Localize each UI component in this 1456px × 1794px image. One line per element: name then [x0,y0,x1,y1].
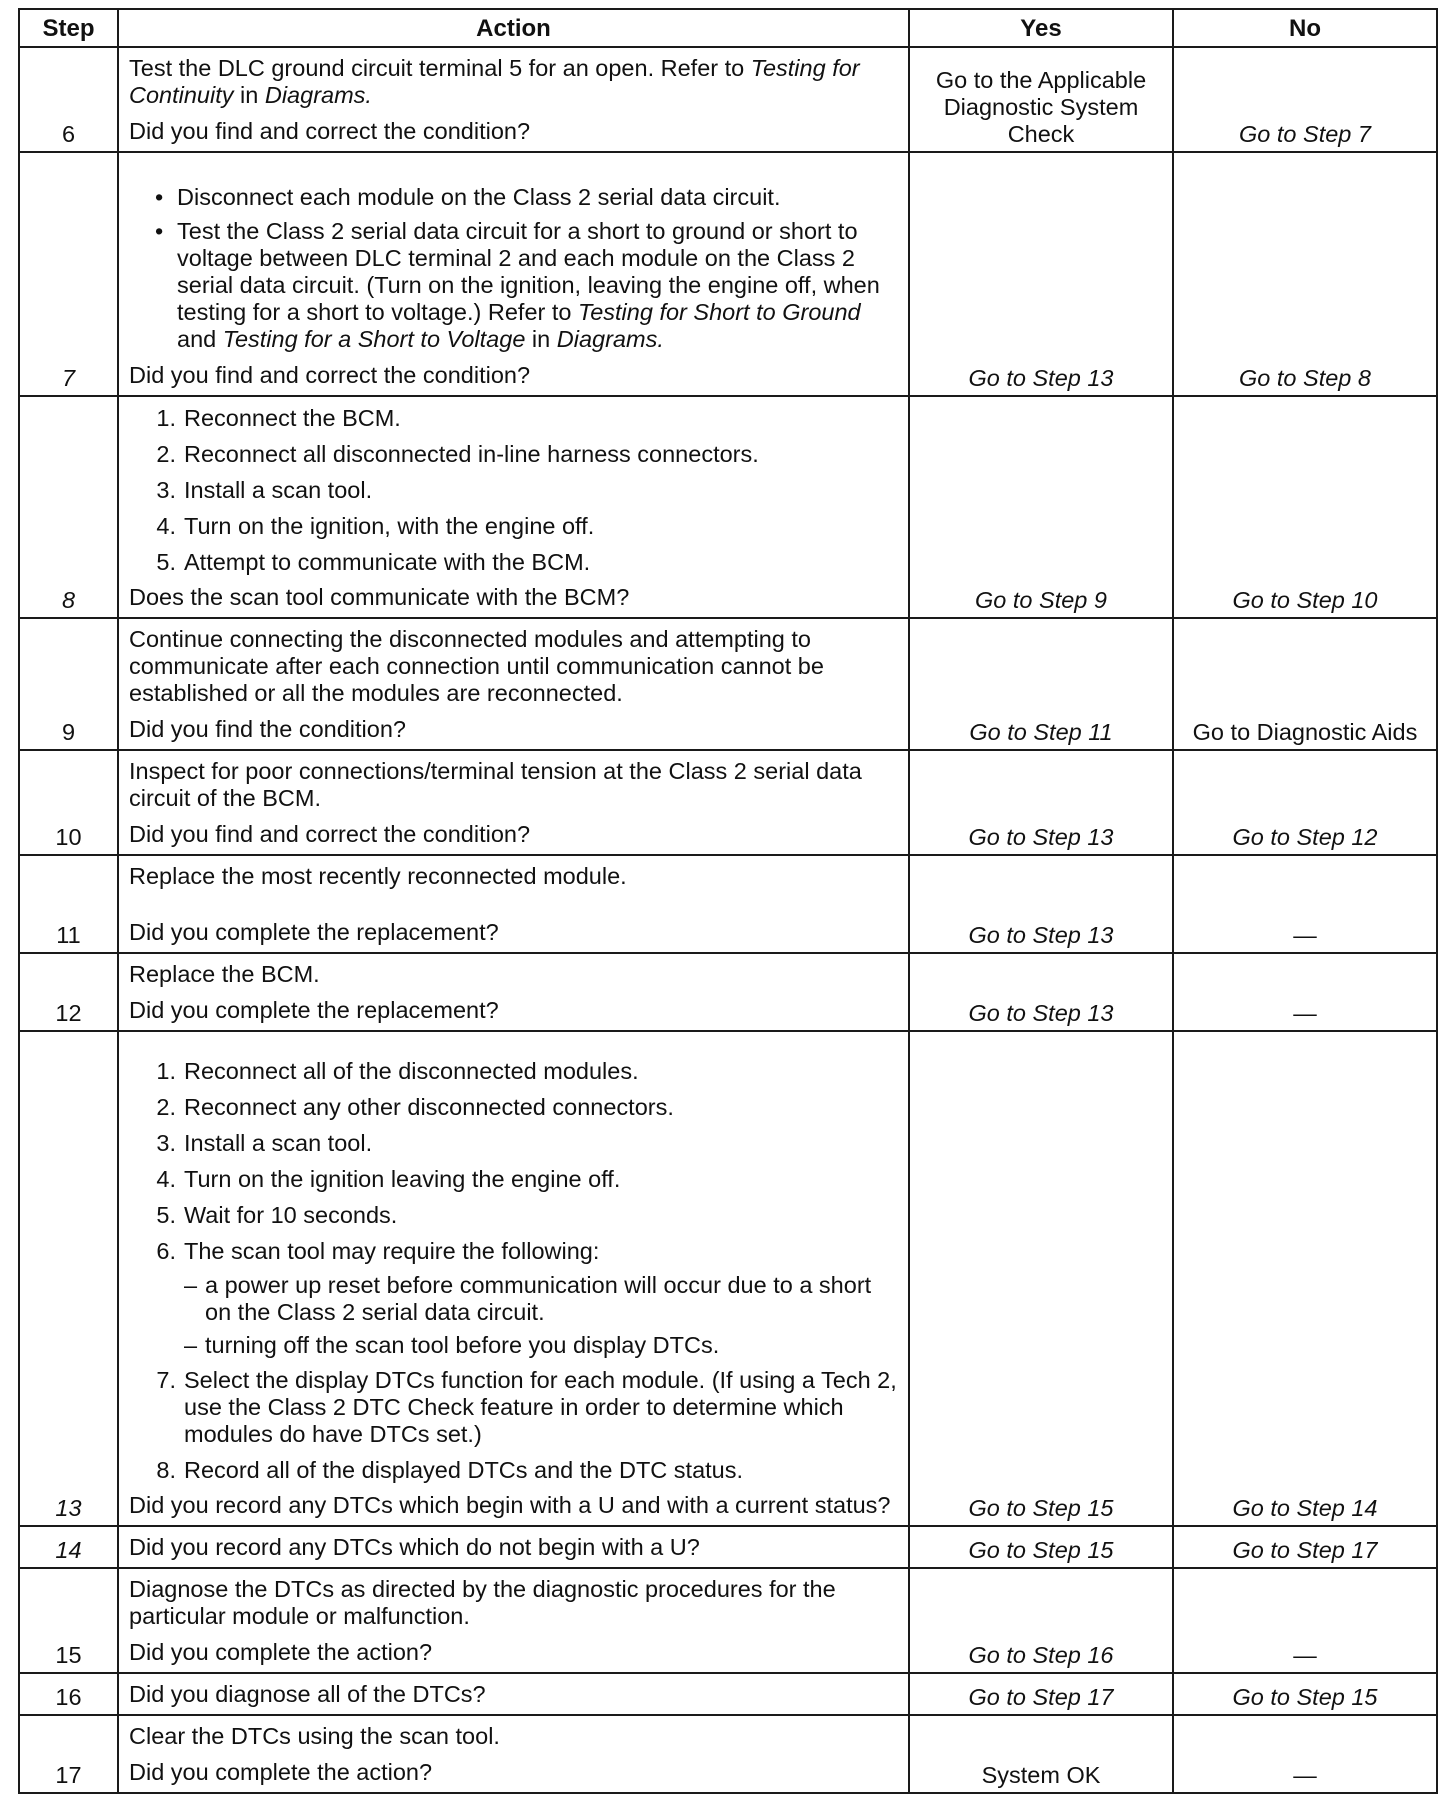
step-number: 16 [19,1673,118,1715]
step-number: 11 [19,855,118,953]
action-cell [118,855,909,953]
action-cell [118,152,909,396]
action-cell [118,1031,909,1526]
numbered-item: 2. Reconnect any other disconnected connectors. [156,1094,674,1120]
yes-cell: Go to Step 13 [909,855,1173,953]
action-cell [118,750,909,855]
table-row [19,618,1437,750]
header-no: No [1173,9,1437,47]
dash-subitem: – a power up reset before communication will occur due to a short on the Class 2 serial data circuit. [184,1272,872,1325]
numbered-item: 4. Turn on the ignition leaving the engine off. [156,1166,621,1192]
action-question: Did you complete the action? [129,1639,433,1665]
step-number: 12 [19,953,118,1031]
table-row [19,152,1437,396]
action-text: Clear the DTCs using the scan tool. [129,1723,500,1749]
step-number: 17 [19,1715,118,1793]
table-row [19,750,1437,855]
numbered-item: 3. Install a scan tool. [156,477,373,503]
action-text: Diagnose the DTCs as directed by the diagnostic procedures for the particular module or malfunction. [129,1576,836,1629]
action-question: Did you record any DTCs which begin with a U and with a current status? [129,1492,891,1518]
step-number: 7 [19,152,118,396]
numbered-item: 8. Record all of the displayed DTCs and the DTC status. [156,1457,744,1483]
yes-cell: Go to Step 13 [909,750,1173,855]
no-cell: Go to Step 10 [1173,396,1437,618]
action-cell [118,1715,909,1793]
step-number: 10 [19,750,118,855]
yes-cell: Go to Step 13 [909,152,1173,396]
action-text: Test the DLC ground circuit terminal 5 for an open. Refer to Testing for Continuity in Diagrams. [129,55,860,108]
action-cell [118,1568,909,1673]
table-row [19,47,1437,152]
step-number: 14 [19,1526,118,1568]
no-cell: Go to Step 12 [1173,750,1437,855]
table-row [19,855,1437,953]
table-row [19,1031,1437,1526]
step-number: 8 [19,396,118,618]
yes-cell: Go to Step 17 [909,1673,1173,1715]
header-action: Action [118,9,909,47]
header-yes: Yes [909,9,1173,47]
yes-cell: Go to Step 15 [909,1031,1173,1526]
action-question: Did you find and correct the condition? [129,362,531,388]
table-row [19,396,1437,618]
yes-cell: Go to Step 15 [909,1526,1173,1568]
action-question: Did you complete the replacement? [129,919,499,945]
action-question: Did you diagnose all of the DTCs? [129,1681,486,1707]
action-text: Inspect for poor connections/terminal tension at the Class 2 serial data circuit of the BCM. [129,758,862,811]
action-question: Did you complete the replacement? [129,997,499,1023]
step-number: 9 [19,618,118,750]
action-question: Did you find and correct the condition? [129,118,531,144]
no-cell: — [1173,1715,1437,1793]
numbered-item: 5. Wait for 10 seconds. [156,1202,398,1228]
table-row [19,953,1437,1031]
yes-cell: Go to the Applicable Diagnostic System Check [909,47,1173,152]
action-question: Did you find and correct the condition? [129,821,531,847]
action-cell [118,1526,909,1568]
numbered-item: 6. The scan tool may require the following: [156,1238,600,1264]
no-cell: Go to Step 14 [1173,1031,1437,1526]
header-row [19,9,1437,47]
no-cell: Go to Diagnostic Aids [1173,618,1437,750]
action-cell [118,1673,909,1715]
no-cell: — [1173,953,1437,1031]
action-cell [118,618,909,750]
action-question: Does the scan tool communicate with the BCM? [129,584,630,610]
table-row [19,1526,1437,1568]
table-row [19,1715,1437,1793]
action-cell [118,396,909,618]
diagnostic-table [18,8,1438,1794]
yes-cell: Go to Step 9 [909,396,1173,618]
yes-cell: Go to Step 16 [909,1568,1173,1673]
dash-subitem: – turning off the scan tool before you display DTCs. [184,1332,720,1358]
no-cell: Go to Step 17 [1173,1526,1437,1568]
header-step: Step [19,9,118,47]
yes-cell: System OK [909,1715,1173,1793]
numbered-item: 7. Select the display DTCs function for each module. (If using a Tech 2, use the Class 2 DTC Check feature in order to determine which modules do have DTCs set.) [156,1367,897,1447]
action-cell [118,953,909,1031]
numbered-item: 3. Install a scan tool. [156,1130,373,1156]
action-cell [118,47,909,152]
bullet-item: • Test the Class 2 serial data circuit for a short to ground or short to voltage between DLC terminal 2 and each module on the Class 2 serial data circuit. (Turn on the ignition, leaving the engine off, when testing for a short to voltage.) Refer to Testing for Short to Ground and Testing for a Short to Voltage in Diagrams. [155,218,880,352]
no-cell: Go to Step 15 [1173,1673,1437,1715]
numbered-item: 4. Turn on the ignition, with the engine off. [156,513,595,539]
numbered-item: 2. Reconnect all disconnected in-line harness connectors. [156,441,759,467]
action-question: Did you record any DTCs which do not begin with a U? [129,1534,700,1560]
numbered-item: 1. Reconnect the BCM. [156,405,401,431]
yes-cell: Go to Step 13 [909,953,1173,1031]
yes-cell: Go to Step 11 [909,618,1173,750]
step-number: 13 [19,1031,118,1526]
action-text: Replace the BCM. [129,961,320,987]
numbered-item: 5. Attempt to communicate with the BCM. [156,549,591,575]
step-number: 6 [19,47,118,152]
step-number: 15 [19,1568,118,1673]
table-row [19,1673,1437,1715]
table-row [19,1568,1437,1673]
action-text: Continue connecting the disconnected modules and attempting to communicate after each connection until communication cannot be established or all the modules are reconnected. [129,626,824,706]
action-text: Replace the most recently reconnected module. [129,863,627,889]
no-cell: Go to Step 8 [1173,152,1437,396]
no-cell: — [1173,1568,1437,1673]
action-question: Did you find the condition? [129,716,406,742]
no-cell: Go to Step 7 [1173,47,1437,152]
numbered-item: 1. Reconnect all of the disconnected modules. [156,1058,639,1084]
no-cell: — [1173,855,1437,953]
action-question: Did you complete the action? [129,1759,433,1785]
bullet-item: • Disconnect each module on the Class 2 serial data circuit. [155,184,781,210]
